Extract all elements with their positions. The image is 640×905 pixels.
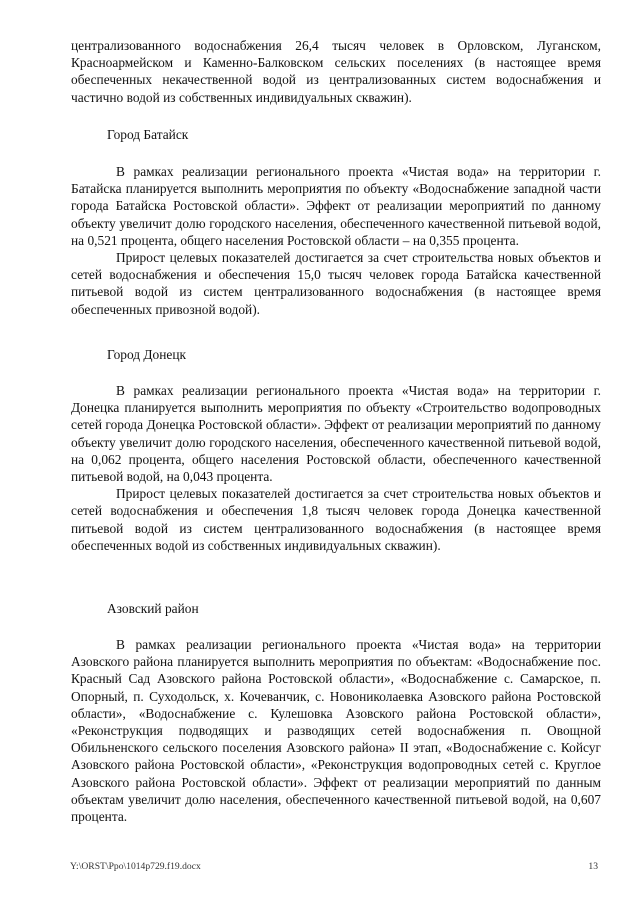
donetsk-paragraph-1: В рамках реализации регионального проекта «Чистая вода» на территории г. Донецка планируется выполнить мероприятия по объекту «Строительство водопроводных сетей города Донецка Ростовской области». Эффект от реализации мероприятий по данному объекту увеличит долю городского населения, обеспеченного качественной питьевой водой, на 0,062 процента, общего населения Ростовской области, обеспеченного качественной питьевой водой, на 0,043 процента. (71, 383, 601, 485)
section-bataysk (71, 163, 601, 318)
section-donetsk (71, 382, 601, 554)
intro-paragraph: централизованного водоснабжения 26,4 тысяч человек в Орловском, Луганском, Красноармейском и Каменно-Балковском сельских поселениях (в настоящее время обеспеченных некачественной водой из централизованных систем водоснабжения и частично водой из собственных индивидуальных скважин). (71, 38, 601, 105)
bataysk-paragraph-2: Прирост целевых показателей достигается за счет строительства новых объектов и сетей водоснабжения и обеспечения 15,0 тысяч человек города Батайска качественной питьевой водой из систем централизованного водоснабжения (в настоящее время обеспеченных привозной водой). (71, 250, 601, 317)
bataysk-paragraph-1: В рамках реализации регионального проекта «Чистая вода» на территории г. Батайска планируется выполнить мероприятия по объекту «Водоснабжение западной части города Батайска Ростовской области». Эффект от реализации мероприятий по данному объекту увеличит долю городского населения, обеспеченного качественной питьевой водой, на 0,521 процента, общего населения Ростовской области – на 0,355 процента. (71, 164, 601, 248)
azov-paragraph-1: В рамках реализации регионального проекта «Чистая вода» на территории Азовского района планируется выполнить мероприятия по объектам: «Водоснабжение пос. Красный Сад Азовского района Ростовской области», «Водоснабжение с. Самарское, п. Опорный, п. Суходольск, х. Кочеванчик, с. Новониколаевка Азовского района Ростовской области», «Водоснабжение с. Кулешовка Азовского района Ростовской области», «Реконструкция подводящих и разводящих сетей водоснабжения п. Овощной Обильненского сельского поселения Азовского района» II этап, «Водоснабжение с. Койсуг Азовского района Ростовской области», «Реконструкция водопроводных сетей с. Круглое Азовского района Ростовской области». Эффект от реализации мероприятий по данным объектам увеличит долю населения, обеспеченного качественной питьевой водой, на 0,607 процента. (71, 637, 601, 825)
heading-azov-district: Азовский район (107, 601, 199, 616)
section-azov-district (71, 636, 601, 825)
heading-donetsk: Город Донецк (107, 347, 187, 362)
donetsk-paragraph-2: Прирост целевых показателей достигается за счет строительства новых объектов и сетей водоснабжения и обеспечения 1,8 тысяч человек города Донецка качественной питьевой водой из систем централизованного водоснабжения (в настоящее время обеспеченных водой из собственных индивидуальных скважин). (71, 486, 601, 553)
footer-page-number: 13 (588, 861, 598, 872)
intro-block (71, 37, 601, 106)
heading-bataysk: Город Батайск (107, 127, 189, 142)
footer-file-path: Y:\ORST\Ppo\1014p729.f19.docx (70, 861, 201, 872)
